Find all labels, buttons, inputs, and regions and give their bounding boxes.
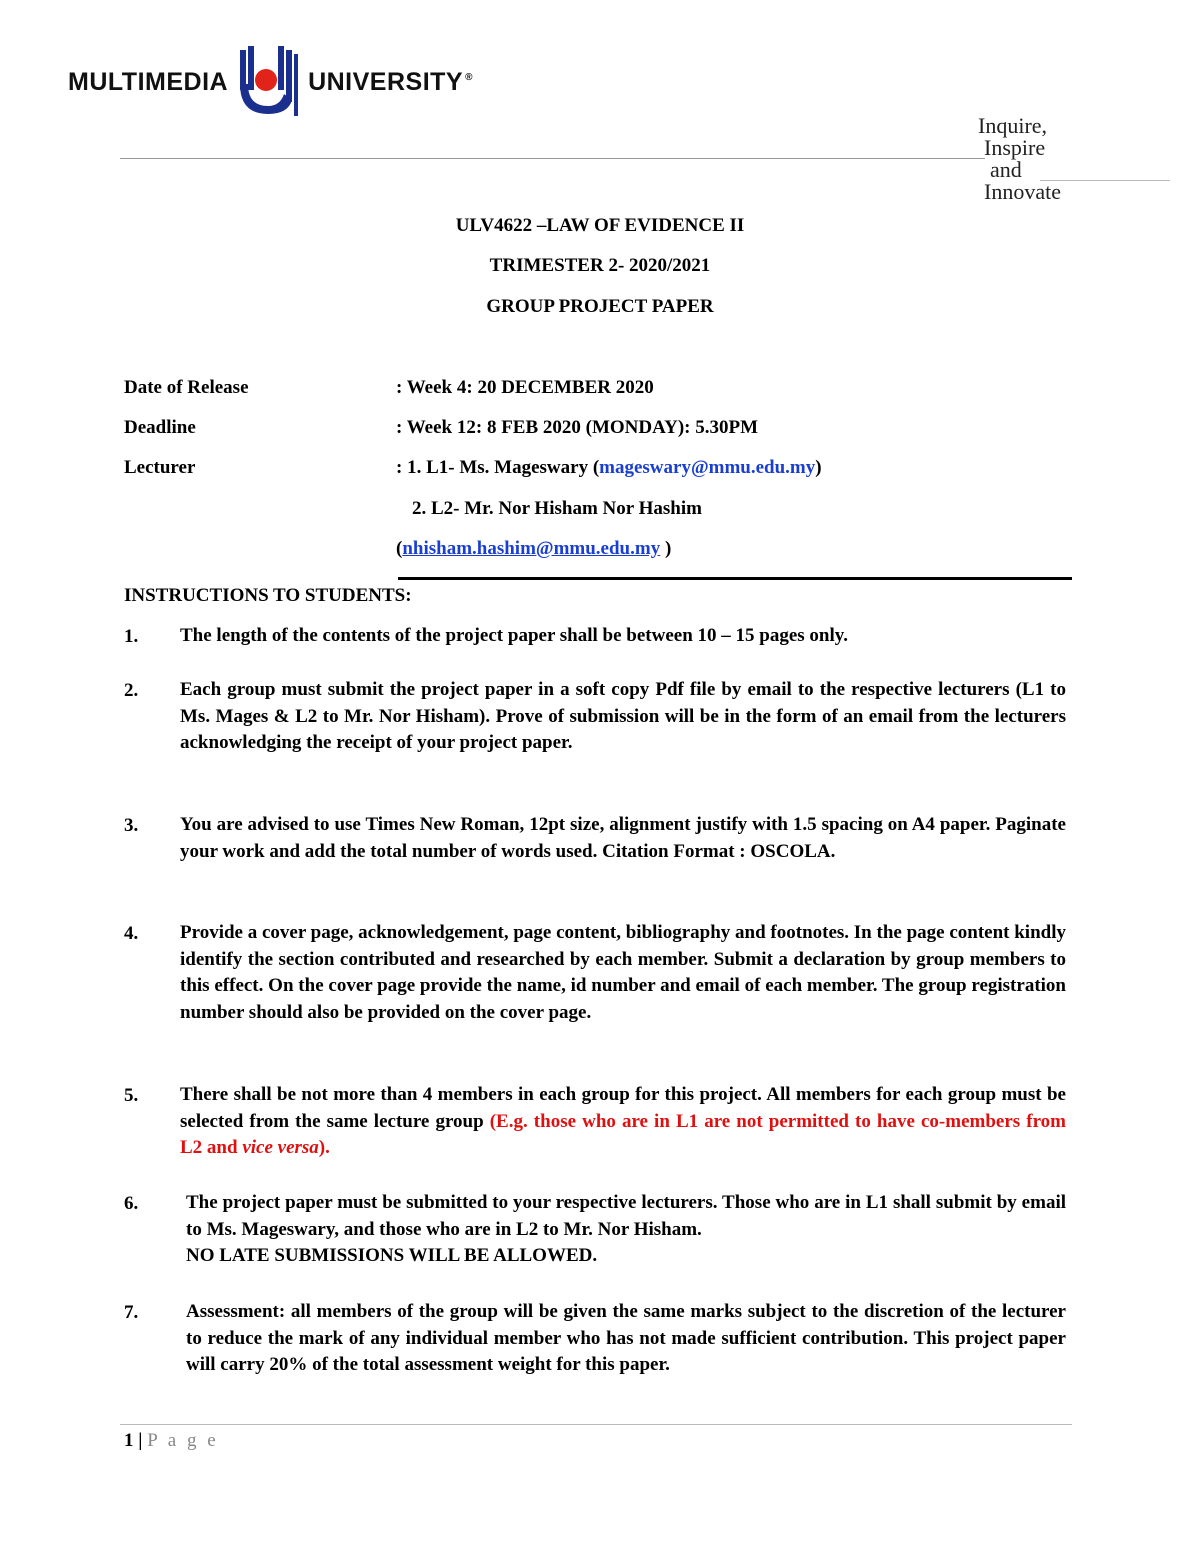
instruction-item: The project paper must be submitted to your respective lecturers. Those who are in L1 shall submit by email to Ms. Mageswary, and those who are in L2 to Mr. Nor Hisham. NO LATE SUBMISSIONS WILL BE ALLOWED. xyxy=(186,1192,1066,1267)
logo-emblem-icon xyxy=(234,44,302,120)
release-value: : Week 4: 20 DECEMBER 2020 xyxy=(396,377,654,398)
page-word: P a g e xyxy=(147,1430,219,1451)
logo-text-right: UNIVERSITY ® xyxy=(308,67,473,96)
release-label: Date of Release xyxy=(124,377,249,398)
item-number: 6. xyxy=(124,1193,139,1214)
footer-divider xyxy=(120,1424,1072,1425)
instruction-item: There shall be not more than 4 members in each group for this project. All members for each group must be selected from the same lecture group (E.g. those who are in L1 are not permitted to have co-members from L2 and vice versa). xyxy=(180,1084,1066,1159)
instruction-item: Provide a cover page, acknowledgement, page content, bibliography and footnotes. In the page content kindly identify the section contributed and researched by each member. Submit a declaration by group members to this effect. On the cover page provide the name, id number and email of each member. The group registration number should also be provided on the cover page. xyxy=(180,922,1066,1024)
instruction-item: You are advised to use Times New Roman, 12pt size, alignment justify with 1.5 spacing on A4 paper. Paginate your work and add the total number of words used. Citation Format : OSCOLA. xyxy=(180,814,1066,862)
lecturer-label: Lecturer xyxy=(124,457,196,478)
instruction-item: Assessment: all members of the group will be given the same marks subject to the discretion of the lecturer to reduce the mark of any individual member who has not made sufficient contribution. This project paper will carry 20% of the total assessment weight for this paper. xyxy=(186,1301,1066,1376)
logo-text-left: MULTIMEDIA xyxy=(68,67,229,96)
slogan-line-1: Inquire, xyxy=(978,113,1048,138)
lecturer-2-email-line: (nhisham.hashim@mmu.edu.my ) xyxy=(396,538,672,559)
lecturer-2: 2. L2- Mr. Nor Hisham Nor Hashim xyxy=(412,498,702,519)
header-divider xyxy=(120,158,985,159)
item-number: 4. xyxy=(124,923,139,944)
trimester-title: TRIMESTER 2- 2020/2021 xyxy=(489,255,711,276)
slogan-line-4: Innovate xyxy=(984,179,1061,204)
section-divider xyxy=(398,577,1072,580)
deadline-value: : Week 12: 8 FEB 2020 (MONDAY): 5.30PM xyxy=(396,417,759,438)
red-note: (E.g. those who are in L1 are not permitted to have co-members from L2 and vice versa). xyxy=(180,1110,1066,1159)
university-slogan xyxy=(978,115,1061,203)
course-title: ULV4622 –LAW OF EVIDENCE II xyxy=(455,215,745,236)
item-number: 5. xyxy=(124,1085,139,1106)
instruction-item: Each group must submit the project paper in a soft copy Pdf file by email to the respective lecturers (L1 to Ms. Mages & L2 to Mr. Nor Hisham). Prove of submission will be in the form of an email from the lecturers acknowledging the receipt of your project paper. xyxy=(180,679,1066,754)
page-number: 1 xyxy=(124,1430,134,1451)
lecturer-1: : 1. L1- Ms. Mageswary (mageswary@mmu.edu.my) xyxy=(396,457,822,478)
item-number: 2. xyxy=(124,680,139,701)
item-number: 1. xyxy=(124,626,139,647)
lecturer-1-email[interactable]: mageswary@mmu.edu.my xyxy=(599,457,816,478)
instructions-heading: INSTRUCTIONS TO STUDENTS: xyxy=(124,585,412,606)
instruction-item: The length of the contents of the project paper shall be between 10 – 15 pages only. xyxy=(180,625,848,646)
deadline-label: Deadline xyxy=(124,417,196,438)
page-footer: 1 | P a g e xyxy=(124,1430,219,1451)
slogan-line-3: and xyxy=(990,157,1022,182)
item-number: 7. xyxy=(124,1302,139,1323)
item-number: 3. xyxy=(124,815,139,836)
university-logo xyxy=(68,42,473,122)
paper-title: GROUP PROJECT PAPER xyxy=(486,296,714,317)
slogan-line-2: Inspire xyxy=(984,135,1046,160)
lecturer-2-email-link[interactable]: nhisham.hashim@mmu.edu.my xyxy=(402,538,661,559)
